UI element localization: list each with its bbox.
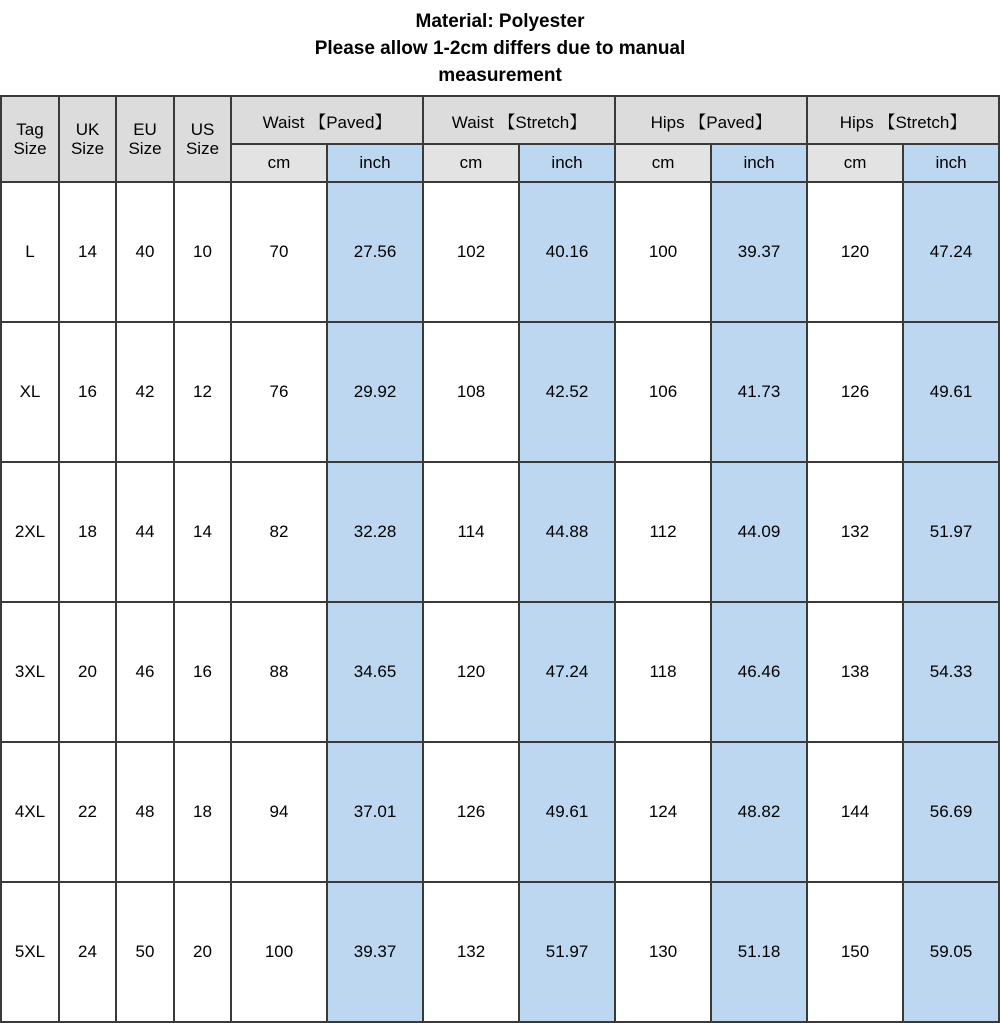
cell-waist-stretch-cm: 120	[423, 602, 519, 742]
cell-uk-size: 16	[59, 322, 116, 462]
cell-hips-paved-cm: 112	[615, 462, 711, 602]
cell-uk-size: 24	[59, 882, 116, 1022]
header-us-size-line2: Size	[185, 139, 220, 158]
table-row	[1, 462, 999, 602]
cell-waist-stretch-inch: 40.16	[519, 182, 615, 322]
notice-line-material: Material: Polyester	[415, 11, 585, 32]
cell-us-size: 14	[174, 462, 231, 602]
cell-hips-paved-cm: 100	[615, 182, 711, 322]
cell-waist-paved-cm: 100	[231, 882, 327, 1022]
header-uk-size-line1: UK	[75, 120, 100, 139]
cell-hips-paved-cm: 118	[615, 602, 711, 742]
header-unit-waist-stretch-inch: inch	[519, 144, 615, 182]
cell-hips-paved-inch: 41.73	[711, 322, 807, 462]
cell-us-size: 20	[174, 882, 231, 1022]
cell-hips-paved-cm: 124	[615, 742, 711, 882]
cell-us-size: 16	[174, 602, 231, 742]
cell-hips-stretch-inch: 51.97	[903, 462, 999, 602]
cell-waist-paved-inch: 39.37	[327, 882, 423, 1022]
table-row	[1, 742, 999, 882]
header-unit-hips-paved-inch: inch	[711, 144, 807, 182]
cell-tag-size: 5XL	[1, 882, 59, 1022]
header-unit-hips-stretch-cm: cm	[807, 144, 903, 182]
cell-waist-stretch-inch: 42.52	[519, 322, 615, 462]
cell-waist-paved-inch: 32.28	[327, 462, 423, 602]
header-eu-size-line1: EU	[133, 120, 157, 139]
cell-us-size: 12	[174, 322, 231, 462]
cell-waist-stretch-cm: 126	[423, 742, 519, 882]
cell-hips-paved-cm: 106	[615, 322, 711, 462]
header-row-groups	[1, 96, 999, 144]
cell-eu-size: 44	[116, 462, 174, 602]
cell-hips-paved-inch: 46.46	[711, 602, 807, 742]
cell-hips-stretch-cm: 126	[807, 322, 903, 462]
cell-hips-stretch-inch: 47.24	[903, 182, 999, 322]
header-unit-waist-stretch-cm: cm	[423, 144, 519, 182]
cell-eu-size: 48	[116, 742, 174, 882]
cell-uk-size: 22	[59, 742, 116, 882]
cell-eu-size: 40	[116, 182, 174, 322]
size-table	[0, 95, 1000, 1023]
header-unit-hips-paved-cm: cm	[615, 144, 711, 182]
cell-tag-size: L	[1, 182, 59, 322]
notice-line-tolerance-1: Please allow 1-2cm differs due to manual	[314, 38, 686, 59]
header-eu-size	[116, 96, 174, 182]
cell-waist-paved-inch: 34.65	[327, 602, 423, 742]
header-group-hips-stretch: Hips 【Stretch】	[807, 96, 999, 144]
cell-hips-stretch-cm: 144	[807, 742, 903, 882]
header-group-hips-paved: Hips 【Paved】	[615, 96, 807, 144]
cell-us-size: 10	[174, 182, 231, 322]
cell-tag-size: XL	[1, 322, 59, 462]
header-us-size	[174, 96, 231, 182]
cell-uk-size: 14	[59, 182, 116, 322]
material-notice	[0, 0, 1000, 95]
header-uk-size	[59, 96, 116, 182]
cell-waist-stretch-inch: 44.88	[519, 462, 615, 602]
cell-waist-stretch-inch: 51.97	[519, 882, 615, 1022]
cell-waist-paved-cm: 94	[231, 742, 327, 882]
cell-waist-stretch-cm: 102	[423, 182, 519, 322]
cell-hips-paved-inch: 39.37	[711, 182, 807, 322]
table-head	[1, 96, 999, 182]
notice-line-tolerance-2: measurement	[438, 65, 562, 86]
header-uk-size-line2: Size	[70, 139, 105, 158]
cell-tag-size: 4XL	[1, 742, 59, 882]
cell-hips-stretch-inch: 54.33	[903, 602, 999, 742]
cell-hips-stretch-inch: 59.05	[903, 882, 999, 1022]
cell-hips-paved-cm: 130	[615, 882, 711, 1022]
header-tag-size-line2: Size	[13, 139, 47, 158]
cell-uk-size: 20	[59, 602, 116, 742]
table-row	[1, 322, 999, 462]
cell-hips-stretch-inch: 56.69	[903, 742, 999, 882]
header-unit-hips-stretch-inch: inch	[903, 144, 999, 182]
cell-waist-paved-cm: 70	[231, 182, 327, 322]
cell-eu-size: 46	[116, 602, 174, 742]
cell-hips-stretch-inch: 49.61	[903, 322, 999, 462]
cell-hips-stretch-cm: 150	[807, 882, 903, 1022]
header-group-waist-stretch: Waist 【Stretch】	[423, 96, 615, 144]
header-tag-size-line1: Tag	[16, 120, 44, 139]
cell-hips-stretch-cm: 120	[807, 182, 903, 322]
cell-hips-paved-inch: 48.82	[711, 742, 807, 882]
table-row	[1, 182, 999, 322]
cell-waist-paved-cm: 76	[231, 322, 327, 462]
cell-waist-stretch-cm: 132	[423, 882, 519, 1022]
cell-waist-stretch-inch: 47.24	[519, 602, 615, 742]
header-us-size-line1: US	[190, 120, 215, 139]
header-eu-size-line2: Size	[128, 139, 162, 158]
cell-tag-size: 3XL	[1, 602, 59, 742]
header-unit-waist-paved-inch: inch	[327, 144, 423, 182]
cell-waist-stretch-cm: 114	[423, 462, 519, 602]
cell-hips-stretch-cm: 138	[807, 602, 903, 742]
cell-tag-size: 2XL	[1, 462, 59, 602]
header-group-waist-paved: Waist 【Paved】	[231, 96, 423, 144]
cell-waist-paved-cm: 82	[231, 462, 327, 602]
header-unit-waist-paved-cm: cm	[231, 144, 327, 182]
cell-waist-stretch-inch: 49.61	[519, 742, 615, 882]
cell-us-size: 18	[174, 742, 231, 882]
cell-eu-size: 50	[116, 882, 174, 1022]
cell-hips-stretch-cm: 132	[807, 462, 903, 602]
cell-waist-stretch-cm: 108	[423, 322, 519, 462]
cell-uk-size: 18	[59, 462, 116, 602]
cell-waist-paved-cm: 88	[231, 602, 327, 742]
table-row	[1, 602, 999, 742]
cell-eu-size: 42	[116, 322, 174, 462]
cell-waist-paved-inch: 27.56	[327, 182, 423, 322]
header-tag-size	[1, 96, 59, 182]
cell-hips-paved-inch: 44.09	[711, 462, 807, 602]
cell-waist-paved-inch: 37.01	[327, 742, 423, 882]
cell-waist-paved-inch: 29.92	[327, 322, 423, 462]
cell-hips-paved-inch: 51.18	[711, 882, 807, 1022]
table-body	[1, 182, 999, 1022]
table-row	[1, 882, 999, 1022]
